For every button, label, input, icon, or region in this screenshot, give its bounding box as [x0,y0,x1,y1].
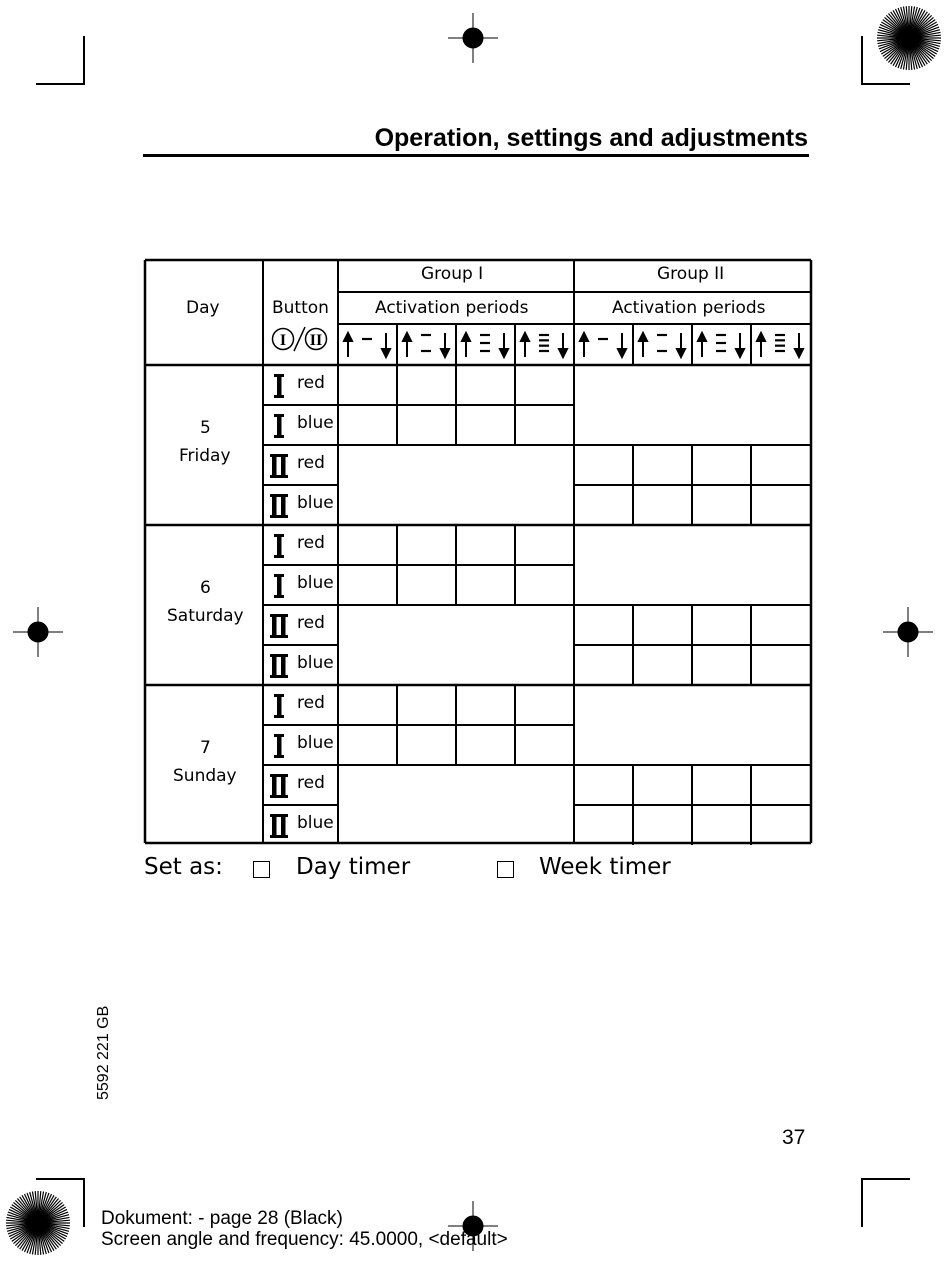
header-button: Button [272,298,329,318]
group-one-icon [274,734,284,758]
footer-screen-line: Screen angle and frequency: 45.0000, <default> [101,1229,508,1250]
button-color-label: blue [297,653,334,673]
button-color-label: red [297,693,325,713]
group-one-icon [274,534,284,558]
button-color-label: blue [297,813,334,833]
day-name: Saturday [167,606,244,626]
header-day: Day [186,298,220,318]
svg-text:II: II [309,332,323,349]
week-timer-checkbox[interactable] [497,861,514,878]
group-one-icon [274,374,284,398]
document-code: 5592 221 GB [95,1005,112,1100]
activation-period-1-icon [580,333,626,357]
button-color-label: red [297,453,325,473]
group-one-icon [274,694,284,718]
day-timer-label: Day timer [296,854,411,880]
day-name: Friday [179,446,231,466]
page-number: 37 [782,1126,806,1149]
day-number: 5 [200,418,211,438]
button-color-label: red [297,613,325,633]
svg-text:I: I [279,332,287,349]
group-two-icon [270,614,288,638]
group-one-icon [274,574,284,598]
header-group-2: Group II [657,264,725,284]
day-number: 6 [200,578,211,598]
page-heading: Operation, settings and adjustments [374,124,808,152]
button-color-label: red [297,533,325,553]
button-symbol-icon [273,327,327,351]
button-color-label: blue [297,733,334,753]
group-two-icon [270,454,288,478]
button-color-label: blue [297,573,334,593]
activation-period-3-icon [462,333,508,357]
footer-document-line: Dokument: - page 28 (Black) [101,1208,343,1229]
button-color-label: red [297,773,325,793]
week-timer-label: Week timer [539,854,671,880]
button-color-label: red [297,373,325,393]
group-two-icon [270,654,288,678]
activation-period-4-icon [521,333,567,357]
set-as-label: Set as: [144,854,223,880]
activation-period-4-icon [757,333,803,357]
group-two-icon [270,494,288,518]
day-timer-checkbox[interactable] [253,861,270,878]
header-activation-1: Activation periods [375,298,529,318]
button-color-label: blue [297,413,334,433]
group-one-icon [274,414,284,438]
header-activation-2: Activation periods [612,298,766,318]
day-name: Sunday [173,766,237,786]
activation-period-1-icon [344,333,390,357]
activation-period-2-icon [639,333,685,357]
header-group-1: Group I [421,264,484,284]
day-number: 7 [200,738,211,758]
activation-period-3-icon [698,333,744,357]
group-two-icon [270,814,288,838]
button-color-label: blue [297,493,334,513]
activation-period-2-icon [403,333,449,357]
group-two-icon [270,774,288,798]
